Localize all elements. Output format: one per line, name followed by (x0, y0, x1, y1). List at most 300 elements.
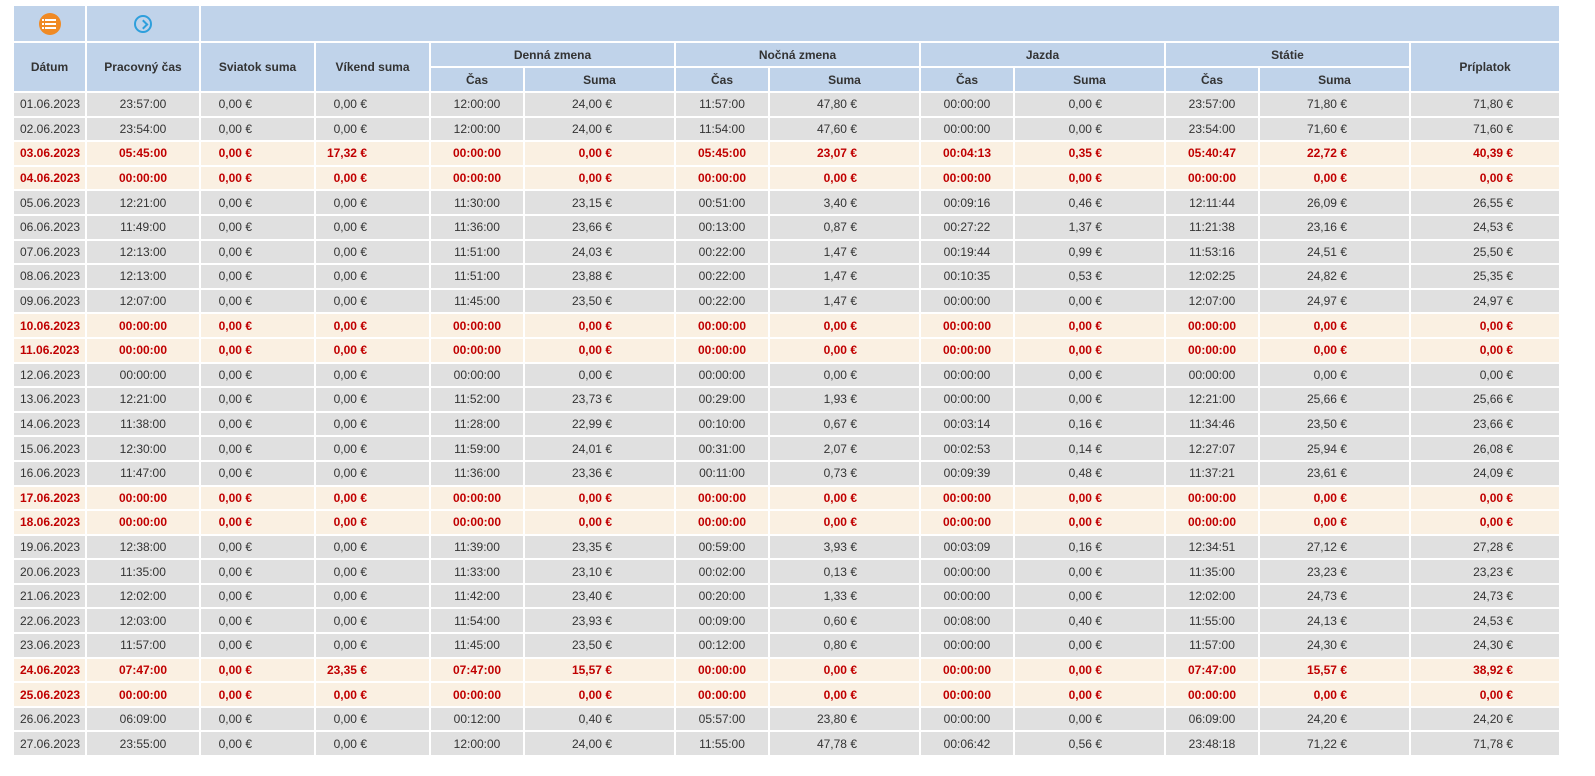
table-row[interactable] (14, 511, 1561, 536)
cell-day-sum: 23,10 € (525, 560, 676, 585)
cell-holiday-sum: 0,00 € (201, 364, 316, 389)
cell-standing-sum: 0,00 € (1260, 683, 1411, 708)
col-holiday-sum[interactable]: Sviatok suma (201, 43, 316, 93)
table-row[interactable] (14, 167, 1561, 192)
cell-day-sum: 0,00 € (525, 142, 676, 167)
table-row[interactable] (14, 265, 1561, 290)
cell-day-time: 11:28:00 (431, 413, 525, 438)
cell-standing-sum: 71,80 € (1260, 93, 1411, 118)
cell-day-sum: 0,00 € (525, 364, 676, 389)
cell-surcharge: 24,73 € (1411, 585, 1561, 610)
cell-standing-time: 12:11:44 (1166, 191, 1260, 216)
cell-date: 19.06.2023 (14, 536, 87, 561)
cell-work-time: 12:03:00 (87, 609, 201, 634)
cell-driving-sum: 0,40 € (1015, 609, 1166, 634)
cell-surcharge: 25,50 € (1411, 241, 1561, 266)
cell-day-time: 12:00:00 (431, 732, 525, 757)
cell-night-sum: 0,00 € (770, 487, 921, 512)
cell-date: 26.06.2023 (14, 708, 87, 733)
cell-driving-time: 00:00:00 (921, 167, 1015, 192)
cell-night-sum: 0,87 € (770, 216, 921, 241)
col-standing: Státie (1166, 43, 1411, 68)
table-row[interactable] (14, 216, 1561, 241)
cell-standing-time: 12:21:00 (1166, 388, 1260, 413)
cell-standing-sum: 26,09 € (1260, 191, 1411, 216)
cell-weekend-sum: 0,00 € (316, 339, 431, 364)
cell-surcharge: 0,00 € (1411, 167, 1561, 192)
cell-holiday-sum: 0,00 € (201, 683, 316, 708)
cell-night-time: 00:22:00 (676, 290, 770, 315)
cell-night-time: 11:57:00 (676, 93, 770, 118)
cell-day-time: 00:00:00 (431, 339, 525, 364)
cell-day-time: 00:00:00 (431, 683, 525, 708)
cell-standing-sum: 24,73 € (1260, 585, 1411, 610)
cell-weekend-sum: 0,00 € (316, 732, 431, 757)
cell-date: 18.06.2023 (14, 511, 87, 536)
cell-standing-time: 12:34:51 (1166, 536, 1260, 561)
cell-date: 17.06.2023 (14, 487, 87, 512)
cell-weekend-sum: 17,32 € (316, 142, 431, 167)
cell-date: 08.06.2023 (14, 265, 87, 290)
table-row[interactable] (14, 634, 1561, 659)
cell-night-sum: 0,00 € (770, 167, 921, 192)
cell-day-time: 11:54:00 (431, 609, 525, 634)
cell-standing-time: 00:00:00 (1166, 511, 1260, 536)
cell-day-time: 12:00:00 (431, 93, 525, 118)
cell-work-time: 23:55:00 (87, 732, 201, 757)
cell-date: 02.06.2023 (14, 118, 87, 143)
cell-standing-sum: 27,12 € (1260, 536, 1411, 561)
cell-work-time: 06:09:00 (87, 708, 201, 733)
cell-work-time: 12:21:00 (87, 388, 201, 413)
cell-date: 06.06.2023 (14, 216, 87, 241)
cell-day-sum: 22,99 € (525, 413, 676, 438)
cell-standing-sum: 24,13 € (1260, 609, 1411, 634)
cell-surcharge: 23,23 € (1411, 560, 1561, 585)
table-row[interactable] (14, 388, 1561, 413)
col-driving-time[interactable]: Čas (921, 68, 1015, 93)
menu-cell (14, 6, 87, 43)
cell-standing-sum: 71,60 € (1260, 118, 1411, 143)
cell-day-sum: 23,35 € (525, 536, 676, 561)
col-day-time[interactable]: Čas (431, 68, 525, 93)
table-row[interactable] (14, 142, 1561, 167)
cell-work-time: 11:57:00 (87, 634, 201, 659)
cell-night-time: 00:00:00 (676, 683, 770, 708)
cell-standing-time: 11:21:38 (1166, 216, 1260, 241)
cell-driving-time: 00:27:22 (921, 216, 1015, 241)
cell-day-sum: 23,88 € (525, 265, 676, 290)
cell-driving-sum: 0,00 € (1015, 683, 1166, 708)
cell-surcharge: 25,66 € (1411, 388, 1561, 413)
cell-weekend-sum: 0,00 € (316, 511, 431, 536)
cell-driving-sum: 0,00 € (1015, 93, 1166, 118)
cell-driving-time: 00:00:00 (921, 511, 1015, 536)
cell-night-sum: 0,73 € (770, 462, 921, 487)
cell-date: 12.06.2023 (14, 364, 87, 389)
cell-driving-sum: 0,46 € (1015, 191, 1166, 216)
cell-day-sum: 23,66 € (525, 216, 676, 241)
cell-night-time: 11:54:00 (676, 118, 770, 143)
col-surcharge[interactable]: Príplatok (1411, 43, 1561, 93)
col-night-sum[interactable]: Suma (770, 68, 921, 93)
cell-date: 11.06.2023 (14, 339, 87, 364)
cell-surcharge: 24,53 € (1411, 609, 1561, 634)
cell-day-time: 00:00:00 (431, 167, 525, 192)
cell-night-sum: 0,67 € (770, 413, 921, 438)
table-row[interactable] (14, 437, 1561, 462)
cell-night-sum: 47,80 € (770, 93, 921, 118)
table-row[interactable] (14, 487, 1561, 512)
cell-work-time: 12:30:00 (87, 437, 201, 462)
col-standing-sum[interactable]: Suma (1260, 68, 1411, 93)
table-row[interactable] (14, 560, 1561, 585)
col-driving: Jazda (921, 43, 1166, 68)
cell-driving-sum: 0,00 € (1015, 487, 1166, 512)
cell-day-time: 11:36:00 (431, 462, 525, 487)
cell-weekend-sum: 0,00 € (316, 241, 431, 266)
cell-standing-time: 11:34:46 (1166, 413, 1260, 438)
cell-night-time: 05:57:00 (676, 708, 770, 733)
cell-date: 27.06.2023 (14, 732, 87, 757)
cell-driving-time: 00:03:09 (921, 536, 1015, 561)
cell-weekend-sum: 0,00 € (316, 388, 431, 413)
cell-night-time: 00:00:00 (676, 339, 770, 364)
cell-standing-time: 00:00:00 (1166, 683, 1260, 708)
cell-weekend-sum: 0,00 € (316, 708, 431, 733)
cell-standing-sum: 24,30 € (1260, 634, 1411, 659)
cell-weekend-sum: 0,00 € (316, 290, 431, 315)
cell-day-sum: 24,00 € (525, 732, 676, 757)
cell-weekend-sum: 0,00 € (316, 216, 431, 241)
cell-driving-sum: 0,00 € (1015, 634, 1166, 659)
cell-night-time: 00:59:00 (676, 536, 770, 561)
cell-standing-time: 00:00:00 (1166, 167, 1260, 192)
cell-date: 10.06.2023 (14, 314, 87, 339)
cell-date: 24.06.2023 (14, 659, 87, 684)
cell-night-time: 00:29:00 (676, 388, 770, 413)
cell-work-time: 12:38:00 (87, 536, 201, 561)
cell-standing-sum: 24,51 € (1260, 241, 1411, 266)
cell-standing-sum: 22,72 € (1260, 142, 1411, 167)
cell-holiday-sum: 0,00 € (201, 241, 316, 266)
cell-surcharge: 27,28 € (1411, 536, 1561, 561)
cell-holiday-sum: 0,00 € (201, 339, 316, 364)
cell-holiday-sum: 0,00 € (201, 487, 316, 512)
col-standing-time[interactable]: Čas (1166, 68, 1260, 93)
cell-holiday-sum: 0,00 € (201, 314, 316, 339)
cell-work-time: 00:00:00 (87, 339, 201, 364)
header-row-top (14, 43, 1561, 68)
cell-day-time: 11:52:00 (431, 388, 525, 413)
cell-driving-time: 00:00:00 (921, 585, 1015, 610)
cell-holiday-sum: 0,00 € (201, 167, 316, 192)
cell-standing-sum: 23,16 € (1260, 216, 1411, 241)
cell-weekend-sum: 0,00 € (316, 585, 431, 610)
cell-day-sum: 0,40 € (525, 708, 676, 733)
col-driving-sum[interactable]: Suma (1015, 68, 1166, 93)
cell-driving-time: 00:00:00 (921, 683, 1015, 708)
cell-weekend-sum: 0,00 € (316, 265, 431, 290)
cell-holiday-sum: 0,00 € (201, 609, 316, 634)
cell-date: 14.06.2023 (14, 413, 87, 438)
cell-work-time: 00:00:00 (87, 511, 201, 536)
table-row[interactable] (14, 339, 1561, 364)
cell-driving-time: 00:00:00 (921, 487, 1015, 512)
cell-day-time: 12:00:00 (431, 118, 525, 143)
cell-date: 07.06.2023 (14, 241, 87, 266)
cell-surcharge: 71,60 € (1411, 118, 1561, 143)
cell-night-time: 00:22:00 (676, 265, 770, 290)
timesheet-container (14, 6, 1561, 757)
cell-night-time: 05:45:00 (676, 142, 770, 167)
cell-night-time: 00:51:00 (676, 191, 770, 216)
cell-holiday-sum: 0,00 € (201, 290, 316, 315)
cell-night-sum: 1,47 € (770, 265, 921, 290)
cell-driving-time: 00:00:00 (921, 290, 1015, 315)
cell-driving-time: 00:08:00 (921, 609, 1015, 634)
cell-holiday-sum: 0,00 € (201, 708, 316, 733)
cell-driving-sum: 0,14 € (1015, 437, 1166, 462)
cell-day-time: 11:36:00 (431, 216, 525, 241)
cell-night-time: 00:00:00 (676, 511, 770, 536)
cell-day-sum: 0,00 € (525, 683, 676, 708)
cell-surcharge: 26,08 € (1411, 437, 1561, 462)
cell-holiday-sum: 0,00 € (201, 437, 316, 462)
cell-holiday-sum: 0,00 € (201, 388, 316, 413)
cell-driving-time: 00:04:13 (921, 142, 1015, 167)
table-row[interactable] (14, 536, 1561, 561)
cell-weekend-sum: 23,35 € (316, 659, 431, 684)
cell-weekend-sum: 0,00 € (316, 536, 431, 561)
cell-date: 13.06.2023 (14, 388, 87, 413)
cell-day-time: 11:39:00 (431, 536, 525, 561)
cell-night-sum: 47,78 € (770, 732, 921, 757)
table-row[interactable] (14, 585, 1561, 610)
cell-day-sum: 23,15 € (525, 191, 676, 216)
cell-standing-sum: 23,23 € (1260, 560, 1411, 585)
cell-standing-sum: 0,00 € (1260, 314, 1411, 339)
table-row[interactable] (14, 118, 1561, 143)
cell-standing-sum: 71,22 € (1260, 732, 1411, 757)
table-row[interactable] (14, 609, 1561, 634)
cell-weekend-sum: 0,00 € (316, 683, 431, 708)
cell-standing-sum: 24,97 € (1260, 290, 1411, 315)
cell-surcharge: 0,00 € (1411, 683, 1561, 708)
cell-holiday-sum: 0,00 € (201, 511, 316, 536)
cell-standing-sum: 0,00 € (1260, 487, 1411, 512)
cell-driving-sum: 0,16 € (1015, 536, 1166, 561)
cell-driving-sum: 0,00 € (1015, 560, 1166, 585)
cell-night-sum: 0,13 € (770, 560, 921, 585)
table-row[interactable] (14, 241, 1561, 266)
cell-work-time: 00:00:00 (87, 167, 201, 192)
cell-night-time: 00:00:00 (676, 364, 770, 389)
cell-day-sum: 24,00 € (525, 118, 676, 143)
cell-day-sum: 23,36 € (525, 462, 676, 487)
cell-driving-sum: 0,00 € (1015, 314, 1166, 339)
cell-standing-time: 11:53:16 (1166, 241, 1260, 266)
cell-driving-time: 00:06:42 (921, 732, 1015, 757)
cell-driving-time: 00:00:00 (921, 364, 1015, 389)
cell-driving-sum: 0,53 € (1015, 265, 1166, 290)
cell-night-time: 11:55:00 (676, 732, 770, 757)
table-row[interactable] (14, 413, 1561, 438)
cell-work-time: 12:13:00 (87, 265, 201, 290)
cell-standing-sum: 23,61 € (1260, 462, 1411, 487)
cell-date: 04.06.2023 (14, 167, 87, 192)
cell-standing-time: 00:00:00 (1166, 364, 1260, 389)
table-row[interactable] (14, 683, 1561, 708)
cell-day-time: 11:51:00 (431, 241, 525, 266)
cell-holiday-sum: 0,00 € (201, 536, 316, 561)
cell-day-time: 00:00:00 (431, 487, 525, 512)
cell-surcharge: 40,39 € (1411, 142, 1561, 167)
cell-day-sum: 0,00 € (525, 487, 676, 512)
chevron-right-circle-icon[interactable] (134, 15, 152, 33)
cell-driving-time: 00:09:16 (921, 191, 1015, 216)
cell-weekend-sum: 0,00 € (316, 364, 431, 389)
cell-standing-time: 11:37:21 (1166, 462, 1260, 487)
cell-night-time: 00:00:00 (676, 659, 770, 684)
cell-standing-time: 00:00:00 (1166, 487, 1260, 512)
cell-standing-sum: 0,00 € (1260, 167, 1411, 192)
cell-holiday-sum: 0,00 € (201, 462, 316, 487)
cell-driving-time: 00:10:35 (921, 265, 1015, 290)
cell-driving-sum: 0,00 € (1015, 167, 1166, 192)
cell-standing-sum: 23,50 € (1260, 413, 1411, 438)
cell-holiday-sum: 0,00 € (201, 634, 316, 659)
cell-day-sum: 23,50 € (525, 290, 676, 315)
cell-surcharge: 71,78 € (1411, 732, 1561, 757)
cell-night-time: 00:31:00 (676, 437, 770, 462)
cell-work-time: 12:07:00 (87, 290, 201, 315)
cell-standing-sum: 0,00 € (1260, 364, 1411, 389)
col-date[interactable]: Dátum (14, 43, 87, 93)
cell-night-sum: 0,00 € (770, 659, 921, 684)
cell-night-sum: 0,00 € (770, 339, 921, 364)
table-row[interactable] (14, 732, 1561, 757)
col-work-time[interactable]: Pracovný čas (87, 43, 201, 93)
cell-driving-time: 00:03:14 (921, 413, 1015, 438)
cell-day-time: 07:47:00 (431, 659, 525, 684)
cell-night-sum: 0,80 € (770, 634, 921, 659)
cell-standing-time: 06:09:00 (1166, 708, 1260, 733)
cell-standing-time: 00:00:00 (1166, 339, 1260, 364)
cell-driving-sum: 0,00 € (1015, 364, 1166, 389)
cell-surcharge: 24,09 € (1411, 462, 1561, 487)
cell-standing-time: 12:07:00 (1166, 290, 1260, 315)
cell-night-time: 00:00:00 (676, 487, 770, 512)
cell-weekend-sum: 0,00 € (316, 634, 431, 659)
cell-date: 22.06.2023 (14, 609, 87, 634)
cell-standing-time: 12:02:00 (1166, 585, 1260, 610)
cell-holiday-sum: 0,00 € (201, 413, 316, 438)
cell-date: 03.06.2023 (14, 142, 87, 167)
cell-date: 01.06.2023 (14, 93, 87, 118)
cell-driving-sum: 0,16 € (1015, 413, 1166, 438)
cell-driving-sum: 0,00 € (1015, 708, 1166, 733)
cell-night-time: 00:20:00 (676, 585, 770, 610)
cell-standing-time: 11:55:00 (1166, 609, 1260, 634)
cell-work-time: 00:00:00 (87, 683, 201, 708)
table-row[interactable] (14, 659, 1561, 684)
table-row[interactable] (14, 191, 1561, 216)
next-cell (87, 6, 201, 43)
cell-holiday-sum: 0,00 € (201, 93, 316, 118)
list-menu-icon[interactable] (39, 13, 61, 35)
table-row[interactable] (14, 708, 1561, 733)
cell-night-sum: 1,47 € (770, 290, 921, 315)
cell-date: 25.06.2023 (14, 683, 87, 708)
cell-surcharge: 0,00 € (1411, 339, 1561, 364)
col-day-sum[interactable]: Suma (525, 68, 676, 93)
cell-work-time: 12:13:00 (87, 241, 201, 266)
cell-surcharge: 24,97 € (1411, 290, 1561, 315)
cell-driving-time: 00:00:00 (921, 560, 1015, 585)
cell-driving-sum: 0,56 € (1015, 732, 1166, 757)
cell-standing-time: 11:35:00 (1166, 560, 1260, 585)
table-row[interactable] (14, 364, 1561, 389)
cell-driving-time: 00:02:53 (921, 437, 1015, 462)
cell-night-sum: 0,00 € (770, 683, 921, 708)
col-weekend-sum[interactable]: Víkend suma (316, 43, 431, 93)
cell-weekend-sum: 0,00 € (316, 437, 431, 462)
cell-weekend-sum: 0,00 € (316, 462, 431, 487)
cell-day-sum: 15,57 € (525, 659, 676, 684)
table-row[interactable] (14, 93, 1561, 118)
cell-holiday-sum: 0,00 € (201, 659, 316, 684)
cell-standing-time: 00:00:00 (1166, 314, 1260, 339)
table-row[interactable] (14, 290, 1561, 315)
cell-night-sum: 0,00 € (770, 314, 921, 339)
cell-standing-time: 23:48:18 (1166, 732, 1260, 757)
cell-work-time: 23:54:00 (87, 118, 201, 143)
cell-work-time: 12:02:00 (87, 585, 201, 610)
cell-night-time: 00:10:00 (676, 413, 770, 438)
cell-standing-time: 12:02:25 (1166, 265, 1260, 290)
cell-day-time: 11:30:00 (431, 191, 525, 216)
toolbar-spacer (201, 6, 1561, 43)
cell-day-time: 11:42:00 (431, 585, 525, 610)
cell-weekend-sum: 0,00 € (316, 487, 431, 512)
cell-day-time: 11:45:00 (431, 634, 525, 659)
cell-surcharge: 24,53 € (1411, 216, 1561, 241)
cell-night-sum: 2,07 € (770, 437, 921, 462)
table-row[interactable] (14, 462, 1561, 487)
cell-surcharge: 24,30 € (1411, 634, 1561, 659)
table-row[interactable] (14, 314, 1561, 339)
cell-date: 21.06.2023 (14, 585, 87, 610)
timesheet-body (14, 93, 1561, 757)
cell-driving-sum: 0,00 € (1015, 585, 1166, 610)
cell-driving-time: 00:00:00 (921, 93, 1015, 118)
cell-surcharge: 0,00 € (1411, 487, 1561, 512)
cell-surcharge: 24,20 € (1411, 708, 1561, 733)
timesheet-table (14, 6, 1561, 757)
cell-standing-time: 07:47:00 (1166, 659, 1260, 684)
cell-day-time: 11:45:00 (431, 290, 525, 315)
cell-driving-sum: 0,00 € (1015, 388, 1166, 413)
cell-driving-time: 00:00:00 (921, 708, 1015, 733)
cell-work-time: 11:35:00 (87, 560, 201, 585)
cell-holiday-sum: 0,00 € (201, 118, 316, 143)
cell-surcharge: 0,00 € (1411, 314, 1561, 339)
cell-day-sum: 24,00 € (525, 93, 676, 118)
cell-holiday-sum: 0,00 € (201, 216, 316, 241)
cell-work-time: 05:45:00 (87, 142, 201, 167)
col-night-time[interactable]: Čas (676, 68, 770, 93)
